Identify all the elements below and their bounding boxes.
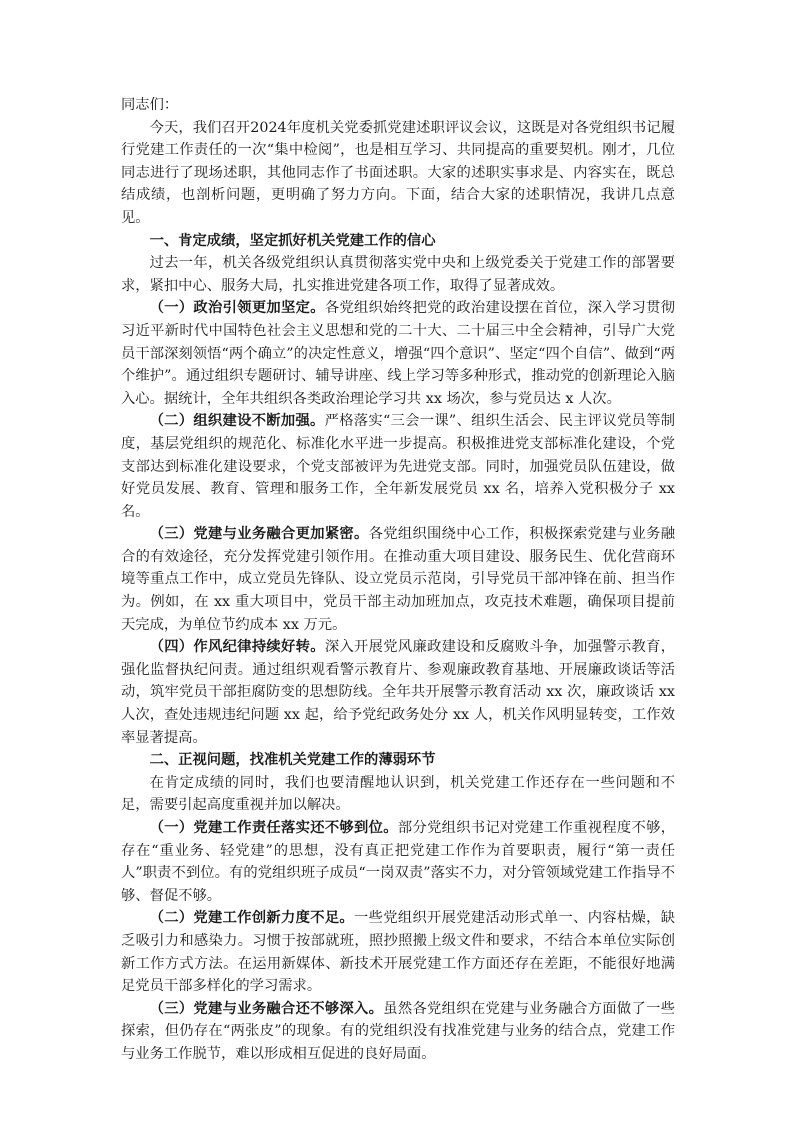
section-1-heading: 一、肯定成绩，坚定抓好机关党建工作的信心 — [149, 232, 436, 249]
item-lead: （三）党建与业务融合还不够深入。 — [149, 1000, 384, 1017]
item-text: 虽然各党组织在党建与业务融合方面做了一些探索，但仍存在“两张皮”的现象。有的党组织没有找准党建与业务的结合点，党建工作与业务工作脱节，难以形成相互促进的良好局面。 — [121, 1000, 676, 1062]
item-text: 各党组织围绕中心工作，积极探索党建与业务融合的有效途径，充分发挥党建引领作用。在推动重大项目建设、服务民生、优化营商环境等重点工作中，成立党员先锋队、设立党员示范岗，引导党员干部冲锋在前、担当作为。例如，在 xx 重大项目中，党员干部主动加班加点，攻克技术难题，确保项目提前天完成，为单位节约成本 xx 万元。 — [121, 526, 675, 633]
section-2-intro: 在肯定成绩的同时，我们也要清醒地认识到，机关党建工作还存在一些问题和不足，需要引起高度重视并加以解决。 — [121, 774, 675, 814]
section-2-item-1 — [121, 817, 675, 907]
item-lead: （二）组织建设不断加强。 — [149, 413, 325, 430]
item-lead: （一）政治引领更加坚定。 — [149, 300, 325, 317]
item-lead: （四）作风纪律持续好转。 — [149, 639, 325, 656]
section-2-heading: 二、正视问题，找准机关党建工作的薄弱环节 — [149, 752, 436, 769]
item-text: 深入开展党风廉政建设和反腐败斗争，加强警示教育，强化监督执纪问责。通过组织观看警示教育片、参观廉政教育基地、开展廉政谈话等活动，筑牢党员干部拒腐防变的思想防线。全年共开展警示教育活动 xx 次，廉政谈话 xx 人次，查处违规违纪问题 xx 起，给予党纪政务处分 xx 人，机关作风明显转变，工作效率显著提高。 — [121, 639, 676, 746]
item-lead: （三）党建与业务融合更加紧密。 — [149, 526, 369, 543]
section-1-item-2 — [121, 410, 675, 523]
item-lead: （一）党建工作责任落实还不够到位。 — [149, 820, 398, 836]
item-lead: （二）党建工作创新力度不足。 — [149, 910, 355, 927]
section-1-item-4 — [121, 636, 675, 749]
item-text: 一些党组织开展党建活动形式单一、内容枯燥，缺乏吸引力和感染力。习惯于按部就班，照抄照搬上级文件和要求，不结合本单位实际创新工作方式方法。在运用新媒体、新技术开展党建工作方面还存在差距，不能很好地满足党员干部多样化的学习需求。 — [121, 910, 676, 995]
section-1-item-1 — [121, 297, 675, 410]
section-1-item-3 — [121, 523, 675, 636]
greeting: 同志们： — [121, 97, 179, 113]
intro-paragraph: 今天，我们召开2024年度机关党委抓党建述职评议会议，这既是对各党组织书记履行党建工作责任的一次“集中检阅”，也是相互学习、共同提高的重要契机。刚才，几位同志进行了现场述职，其他同志作了书面述职。大家的述职实事求是、内容实在，既总结成绩，也剖析问题，更明确了努力方向。下面，结合大家的述职情况，我讲几点意见。 — [121, 119, 675, 226]
section-2-item-3 — [121, 998, 676, 1062]
section-1-intro: 过去一年，机关各级党组织认真贯彻落实党中央和上级党委关于党建工作的部署要求，紧扣中心、服务大局，扎实推进党建各项工作，取得了显著成效。 — [121, 255, 675, 294]
item-text: 严格落实“三会一课”、组织生活会、民主评议党员等制度，基层党组织的规范化、标准化水平进一步提高。积极推进党支部标准化建设，个党支部达到标准化建设要求，个党支部被评为先进党支部。同时，加强党员队伍建设，做好党员发展、教育、管理和服务工作，全年新发展党员 xx 名，培养入党积极分子 xx 名。 — [121, 413, 675, 520]
item-text: 各党组织始终把党的政治建设摆在首位，深入学习贯彻习近平新时代中国特色社会主义思想和党的二十大、二十届三中全会精神，引导广大党员干部深刻领悟“两个确立”的决定性意义，增强“四个意识”、坚定“四个自信”、做到“两个维护”。通过组织专题研讨、辅导讲座、线上学习等多种形式，推动党的创新理论入脑入心。据统计，全年共组织各类政治理论学习共 xx 场次，参与党员达 x 人次。 — [121, 300, 676, 407]
section-2-item-2 — [121, 907, 675, 997]
item-text: 部分党组织书记对党建工作重视程度不够，存在“重业务、轻党建”的思想，没有真正把党建工作作为首要职责，履行“第一责任人”职责不到位。有的党组织班子成员“一岗双责”落实不力，对分管领域党建工作指导不够、督促不够。 — [121, 820, 676, 904]
